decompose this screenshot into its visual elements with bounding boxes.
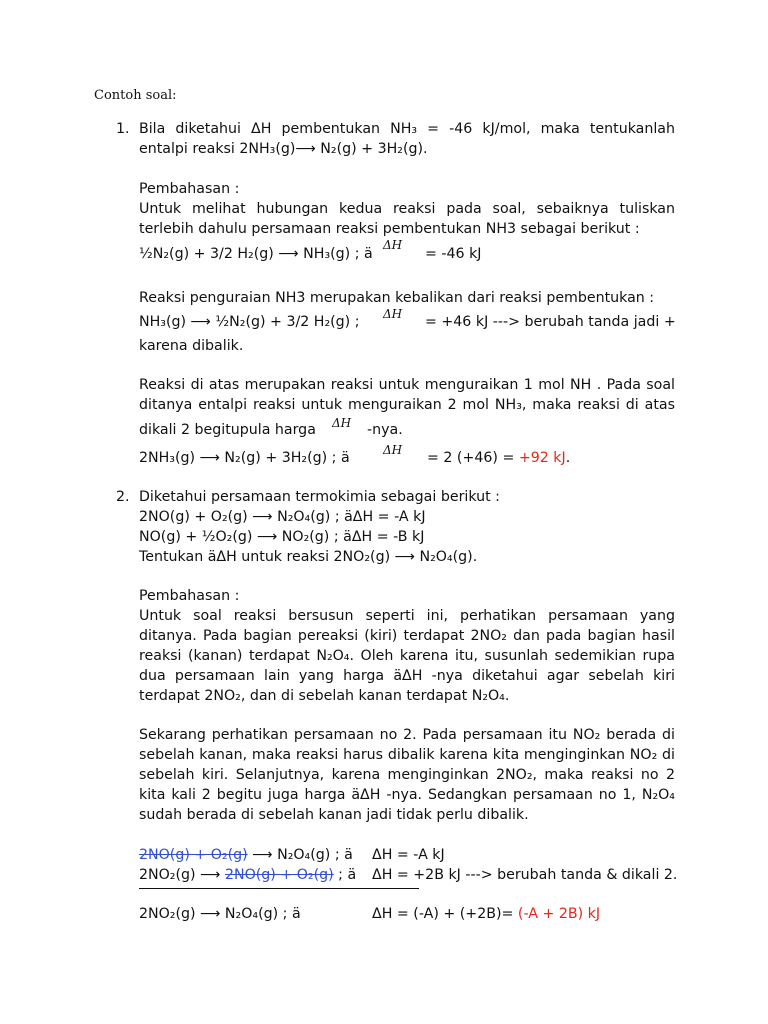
delta-h-symbol: ΔH (383, 443, 403, 457)
q1-equation-1-value: = -46 kJ (425, 246, 482, 262)
q2-final-equation-1-value: ΔH = -A kJ (372, 847, 445, 863)
q1-line-1: Bila diketahui ΔH pembentukan NH₃ = -46 kJ/mol, maka tentukanlah (139, 121, 675, 137)
q2-pembahasan-line-2: ditanya. Pada bagian pereaksi (kiri) terdapat 2NO₂ dan pada bagian hasil (139, 628, 675, 644)
q1-equation-2: NH₃(g) ⟶ ½N₂(g) + 3/2 H₂(g) ; (139, 314, 360, 330)
q2-final-equation-2-value: ΔH = +2B kJ ---> berubah tanda & dikali 2. (372, 867, 678, 883)
q2-answer: (-A + 2B) kJ (517, 906, 601, 922)
q2-final-equation-3-value: ΔH = (-A) + (+2B)= (-A + 2B) kJ (372, 906, 601, 922)
delta-h-symbol: ΔH (383, 238, 403, 252)
q1-summary-line-3: dikali 2 begitupula harga (139, 422, 316, 438)
q2-pembahasan-line-4: dua persamaan lain yang harga äΔH -nya diketahui agar sebelah kiri (139, 668, 675, 684)
q1-summary-line-3-end: -nya. (367, 422, 403, 438)
q2-line-1: Diketahui persamaan termokimia sebagai berikut : (139, 489, 500, 505)
q2-summary-line-5: sudah berada di sebelah kanan jadi tidak perlu dibalik. (139, 807, 529, 823)
section-heading: Contoh soal: (94, 88, 177, 103)
q1-pembahasan-line-1: Untuk melihat hubungan kedua reaksi pada soal, sebaiknya tuliskan (139, 201, 675, 217)
q1-reaction-text-2: karena dibalik. (139, 338, 244, 354)
cancelled-term: 2NO(g) + O₂(g) (139, 847, 248, 863)
q2-pembahasan-line-3: reaksi (kanan) terdapat N₂O₄. Oleh karena itu, susunlah sedemikian rupa (139, 648, 675, 664)
q2-line-3: NO(g) + ½O₂(g) ⟶ NO₂(g) ; äΔH = -B kJ (139, 529, 425, 545)
q1-reaction-text-1: Reaksi penguraian NH3 merupakan kebalikan dari reaksi pembentukan : (139, 290, 655, 306)
q1-equation-1: ½N₂(g) + 3/2 H₂(g) ⟶ NH₃(g) ; ä (139, 246, 373, 262)
delta-h-symbol: ΔH (332, 416, 352, 430)
q1-pembahasan-title: Pembahasan : (139, 181, 240, 197)
q1-line-2: entalpi reaksi 2NH₃(g)⟶ N₂(g) + 3H₂(g). (139, 141, 428, 157)
q1-summary-line-2: ditanya entalpi reaksi untuk menguraikan 2 mol NH₃, maka reaksi di atas (139, 397, 675, 413)
q2-summary-line-3: sebelah kiri. Selanjutnya, karena menginginkan 2NO₂, maka reaksi no 2 (139, 767, 675, 783)
q2-final-equation-2: 2NO₂(g) ⟶ 2NO(g) + O₂(g) ; ä (139, 867, 357, 883)
q2-summary-line-4: kita kali 2 begitu juga harga äΔH -nya. Sedangkan persamaan no 1, N₂O₄ (139, 787, 675, 803)
q2-final-equation-1: 2NO(g) + O₂(g) ⟶ N₂O₄(g) ; ä (139, 847, 353, 863)
q2-final-equation-3: 2NO₂(g) ⟶ N₂O₄(g) ; ä (139, 906, 301, 922)
q1-summary-line-1: Reaksi di atas merupakan reaksi untuk menguraikan 1 mol NH . Pada soal (139, 377, 675, 393)
q2-line-2: 2NO(g) + O₂(g) ⟶ N₂O₄(g) ; äΔH = -A kJ (139, 509, 426, 525)
sum-separator-line (139, 888, 419, 889)
q1-equation-3-value: = 2 (+46) = +92 kJ. (427, 450, 571, 466)
delta-h-symbol: ΔH (383, 307, 403, 321)
q1-pembahasan-line-2: terlebih dahulu persamaan reaksi pembentukan NH3 sebagai berikut : (139, 221, 640, 237)
q2-pembahasan-line-5: terdapat 2NO₂, dan di sebelah kanan terdapat N₂O₄. (139, 688, 510, 704)
q1-answer: +92 kJ (518, 450, 566, 466)
q2-summary-line-1: Sekarang perhatikan persamaan no 2. Pada persamaan itu NO₂ berada di (139, 727, 675, 743)
q1-number: 1. (116, 121, 130, 137)
q2-summary-line-2: sebelah kanan, maka reaksi harus dibalik karena kita menginginkan NO₂ di (139, 747, 675, 763)
q2-pembahasan-line-1: Untuk soal reaksi bersusun seperti ini, perhatikan persamaan yang (139, 608, 675, 624)
cancelled-term: 2NO(g) + O₂(g) (224, 867, 334, 883)
q2-number: 2. (116, 489, 130, 505)
q2-pembahasan-title: Pembahasan : (139, 588, 240, 604)
q1-equation-2-value: = +46 kJ ---> berubah tanda jadi + (425, 314, 676, 330)
q1-equation-3: 2NH₃(g) ⟶ N₂(g) + 3H₂(g) ; ä (139, 450, 350, 466)
q2-line-4: Tentukan äΔH untuk reaksi 2NO₂(g) ⟶ N₂O₄(g). (139, 549, 478, 565)
